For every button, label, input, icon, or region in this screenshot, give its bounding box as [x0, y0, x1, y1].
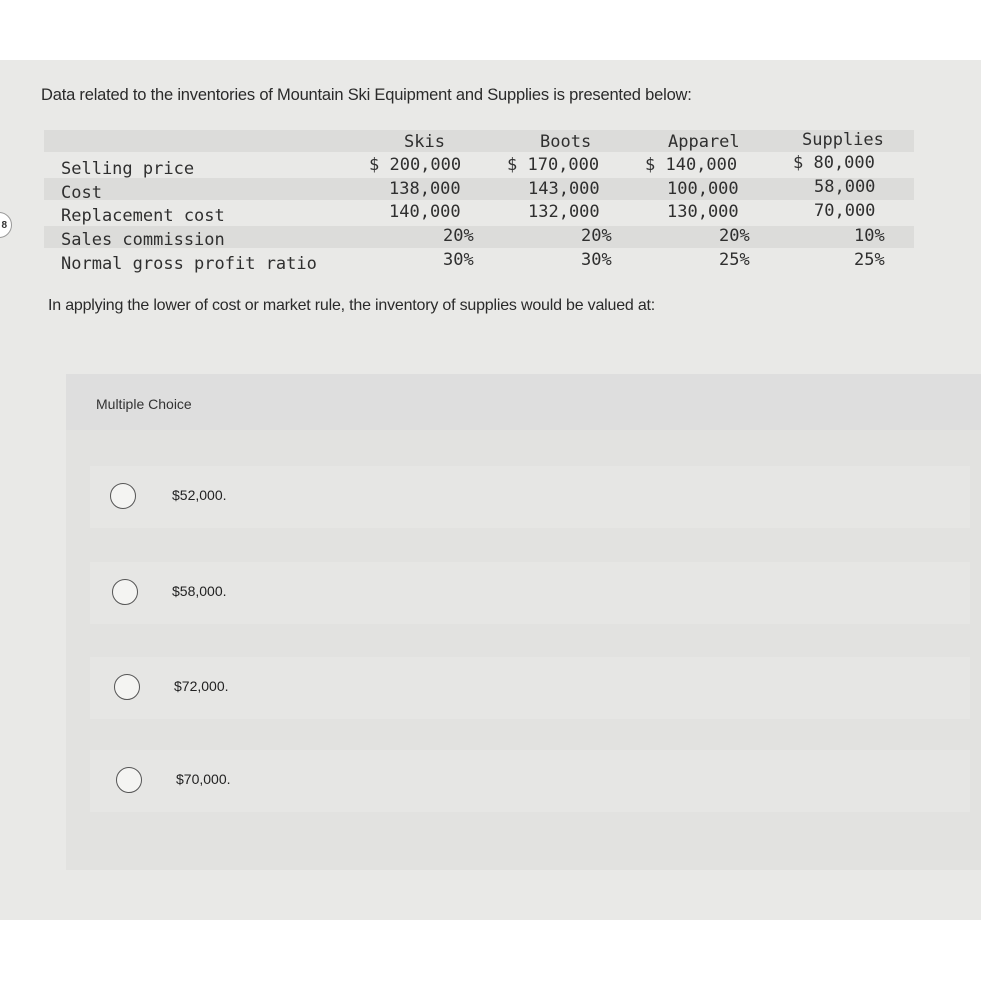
cell-apparel-selling-price: $ 140,000 — [645, 155, 738, 175]
cell-boots-selling-price: $ 170,000 — [507, 155, 600, 175]
question-text: In applying the lower of cost or market rule, the inventory of supplies would be valued at: — [48, 297, 656, 314]
column-header-supplies: Supplies — [802, 130, 884, 150]
cell-apparel-gross-profit-ratio: 25% — [719, 250, 750, 270]
column-header-boots: Boots — [540, 132, 592, 152]
choice-option-label: $70,000. — [176, 771, 231, 787]
cell-apparel-cost: 100,000 — [667, 179, 739, 199]
cell-supplies-selling-price: $ 80,000 — [793, 153, 875, 173]
radio-unchecked-icon[interactable] — [116, 767, 142, 793]
multiple-choice-label: Multiple Choice — [96, 396, 192, 412]
cell-supplies-sales-commission: 10% — [854, 226, 885, 246]
row-label-gross-profit-ratio: Normal gross profit ratio — [61, 254, 317, 274]
row-label-selling-price: Selling price — [61, 159, 195, 179]
cell-supplies-gross-profit-ratio: 25% — [854, 250, 885, 270]
question-number-badge — [0, 212, 12, 238]
row-band — [44, 130, 914, 152]
choice-option-label: $52,000. — [172, 487, 227, 503]
choice-option-2[interactable] — [90, 562, 970, 624]
row-band — [44, 178, 914, 200]
cell-boots-cost: 143,000 — [528, 179, 600, 199]
cell-skis-gross-profit-ratio: 30% — [443, 250, 474, 270]
cell-skis-replacement-cost: 140,000 — [389, 202, 461, 222]
row-label-replacement-cost: Replacement cost — [61, 206, 225, 226]
intro-text: Data related to the inventories of Mountain Ski Equipment and Supplies is presented below: — [41, 86, 692, 104]
cell-boots-gross-profit-ratio: 30% — [581, 250, 612, 270]
question-number: 8 — [1, 219, 7, 231]
radio-unchecked-icon[interactable] — [110, 483, 136, 509]
cell-skis-cost: 138,000 — [389, 179, 461, 199]
choice-option-1[interactable] — [90, 466, 970, 528]
choice-option-label: $72,000. — [174, 678, 229, 694]
cell-supplies-cost: 58,000 — [814, 177, 876, 197]
multiple-choice-panel — [66, 374, 981, 870]
cell-apparel-sales-commission: 20% — [719, 226, 750, 246]
cell-supplies-replacement-cost: 70,000 — [814, 201, 876, 221]
multiple-choice-header — [66, 374, 981, 430]
cell-skis-selling-price: $ 200,000 — [369, 155, 462, 175]
radio-unchecked-icon[interactable] — [112, 579, 138, 605]
choice-option-label: $58,000. — [172, 583, 227, 599]
screen — [0, 60, 981, 920]
cell-boots-replacement-cost: 132,000 — [528, 202, 600, 222]
cell-skis-sales-commission: 20% — [443, 226, 474, 246]
row-label-cost: Cost — [61, 183, 102, 203]
choice-option-4[interactable] — [90, 750, 970, 812]
cell-boots-sales-commission: 20% — [581, 226, 612, 246]
column-header-skis: Skis — [404, 132, 445, 152]
column-header-apparel: Apparel — [668, 132, 740, 152]
cell-apparel-replacement-cost: 130,000 — [667, 202, 739, 222]
radio-unchecked-icon[interactable] — [114, 674, 140, 700]
inventory-data-table — [44, 130, 914, 278]
choice-option-3[interactable] — [90, 657, 970, 719]
row-label-sales-commission: Sales commission — [61, 230, 225, 250]
